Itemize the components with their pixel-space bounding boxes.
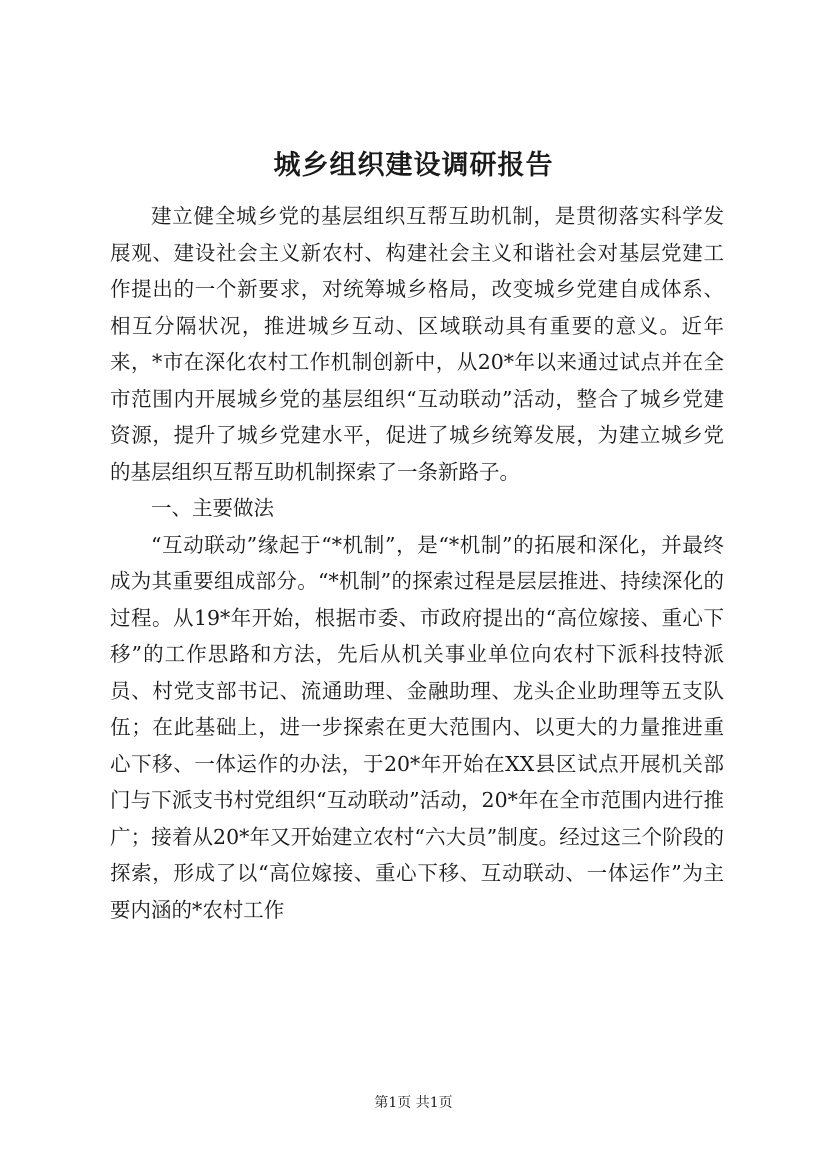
section-heading: 一、主要做法	[151, 496, 274, 520]
body-paragraph: “互动联动”缘起于“*机制”，是“*机制”的拓展和深化，并最终成为其重要组成部分。“*机制”的探索过程是层层推进、持续深化的过程。从19*年开始，根据市委、市政府提出的“高位嫁接、重心下移”的工作思路和方法，先后从机关事业单位向农村下派科技特派员、村党支部书记、流通助理、金融助理、龙头企业助理等五支队伍；在此基础上，进一步探索在更大范围内、以更大的力量推进重心下移、一体运作的办法，于20*年开始在XX县区试点开展机关部门与下派支书村党组织“互动联动”活动，20*年在全市范围内进行推广；接着从20*年又开始建立农村“六大员”制度。经过这三个阶段的探索，形成了以“高位嫁接、重心下移、互动联动、一体运作”为主要内涵的*农村工作	[110, 532, 724, 922]
document-title: 城乡组织建设调研报告	[273, 150, 554, 181]
intro-paragraph: 建立健全城乡党的基层组织互帮互助机制，是贯彻落实科学发展观、建设社会主义新农村、构建社会主义和谐社会对基层党建工作提出的一个新要求，对统筹城乡格局，改变城乡党建自成体系、相互分隔状况，推进城乡互动、区域联动具有重要的意义。近年来，*市在深化农村工作机制创新中，从20*年以来通过试点并在全市范围内开展城乡党的基层组织“互动联动”活动，整合了城乡党建资源，提升了城乡党建水平，促进了城乡统筹发展，为建立城乡党的基层组织互帮互助机制探索了一条新路子。	[110, 204, 724, 484]
document-body	[110, 198, 724, 928]
page-footer: 第1页 共1页	[374, 1095, 453, 1111]
